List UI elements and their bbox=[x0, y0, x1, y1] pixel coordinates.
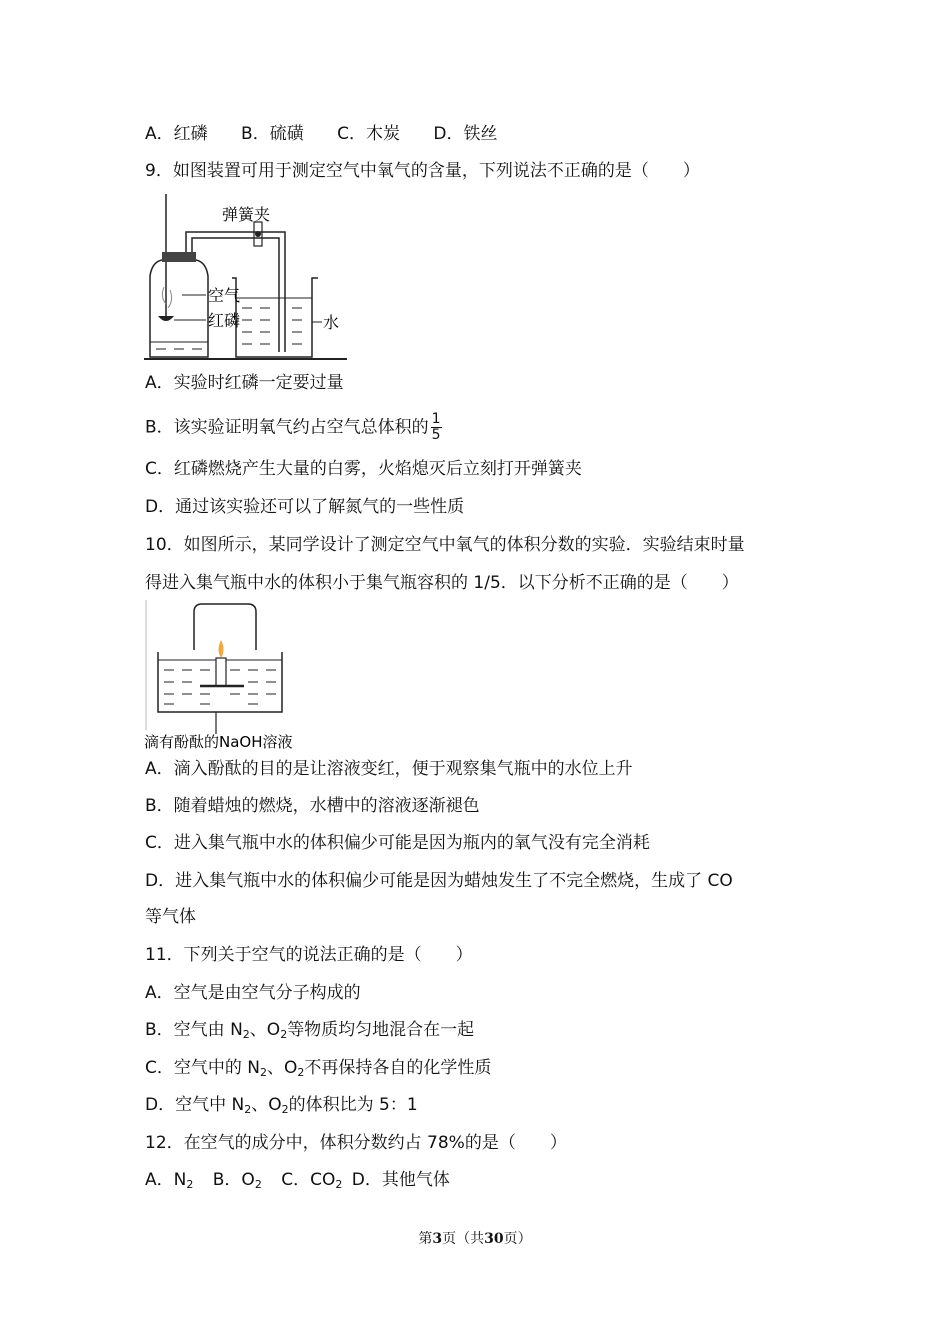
text-segment: 、O bbox=[251, 1095, 282, 1115]
subscript: 2 bbox=[335, 1178, 343, 1191]
q10-option-d-line2: 等气体 bbox=[145, 907, 196, 927]
footer-text: 页（共 bbox=[442, 1231, 485, 1247]
q9-label-air: 空气 bbox=[208, 286, 241, 305]
text-segment: 不再保持各自的化学性质 bbox=[304, 1058, 492, 1078]
text-segment: 的体积比为 5：1 bbox=[288, 1095, 418, 1115]
q12-options bbox=[145, 1169, 450, 1196]
q11-option-a: A．空气是由空气分子构成的 bbox=[145, 983, 361, 1003]
subscript: 2 bbox=[281, 1103, 289, 1116]
fraction-denominator: 5 bbox=[431, 427, 441, 443]
q8-option-a: A．红磷 bbox=[145, 124, 208, 144]
text-segment: C．CO bbox=[281, 1170, 336, 1190]
q10-label-solution: 滴有酚酞的NaOH溶液 bbox=[144, 733, 293, 751]
subscript: 2 bbox=[254, 1178, 262, 1191]
q8-option-d: D．铁丝 bbox=[433, 124, 498, 144]
text-segment: B．空气由 N bbox=[145, 1020, 243, 1040]
subscript: 2 bbox=[280, 1028, 288, 1041]
q8-option-c: C．木炭 bbox=[337, 124, 400, 144]
q10-stem-line2: 得进入集气瓶中水的体积小于集气瓶容积的 1/5．以下分析不正确的是（ ） bbox=[145, 573, 739, 593]
q12-stem: 12．在空气的成分中，体积分数约占 78%的是（ ） bbox=[145, 1133, 567, 1153]
subscript: 2 bbox=[297, 1066, 305, 1079]
subscript: 2 bbox=[244, 1103, 252, 1116]
q11-option-b bbox=[145, 1019, 474, 1046]
footer-text: 第 bbox=[418, 1231, 433, 1247]
q12-option-a bbox=[145, 1170, 193, 1190]
q10-option-d-line1: D．进入集气瓶中水的体积偏少可能是因为蜡烛发生了不完全燃烧，生成了 CO bbox=[145, 871, 733, 891]
page-footer bbox=[0, 1228, 950, 1248]
q9-apparatus-figure bbox=[142, 192, 347, 362]
q8-option-b: B．硫磺 bbox=[241, 124, 304, 144]
q9-option-a: A．实验时红磷一定要过量 bbox=[145, 373, 344, 393]
fraction bbox=[431, 412, 442, 443]
subscript: 2 bbox=[242, 1028, 250, 1041]
q10-option-a: A．滴入酚酞的目的是让溶液变红，便于观察集气瓶中的水位上升 bbox=[145, 759, 633, 779]
footer-total-pages: 30 bbox=[484, 1231, 504, 1247]
q10-apparatus-figure bbox=[144, 600, 309, 752]
subscript: 2 bbox=[260, 1066, 267, 1079]
q9-stem: 9．如图装置可用于测定空气中氧气的含量，下列说法不正确的是（ ） bbox=[145, 161, 700, 181]
q11-option-d bbox=[145, 1094, 418, 1121]
q11-option-c bbox=[145, 1057, 491, 1084]
q10-option-c: C．进入集气瓶中水的体积偏少可能是因为瓶内的氧气没有完全消耗 bbox=[145, 833, 650, 853]
q12-option-d bbox=[352, 1170, 450, 1190]
text-segment: C．空气中的 N bbox=[145, 1058, 260, 1078]
q8-options bbox=[145, 123, 526, 145]
q12-option-c bbox=[281, 1170, 342, 1190]
q12-option-b bbox=[213, 1170, 262, 1190]
q9-label-phosphorus: 红磷 bbox=[208, 311, 241, 330]
text-segment: D．其他气体 bbox=[351, 1170, 450, 1190]
text-segment: D．空气中 N bbox=[145, 1095, 245, 1115]
text-segment: 、O bbox=[267, 1058, 298, 1078]
q9-label-water: 水 bbox=[323, 313, 340, 332]
text-segment: A．N bbox=[145, 1170, 187, 1190]
text-segment: 、O bbox=[249, 1020, 281, 1040]
fraction-numerator: 1 bbox=[431, 411, 441, 427]
subscript: 2 bbox=[186, 1178, 194, 1191]
q10-stem-line1: 10．如图所示，某同学设计了测定空气中氧气的体积分数的实验．实验结束时量 bbox=[145, 535, 745, 555]
q10-option-b: B．随着蜡烛的燃烧，水槽中的溶液逐渐褪色 bbox=[145, 796, 480, 816]
text-segment: B．O bbox=[212, 1170, 255, 1190]
q11-stem: 11．下列关于空气的说法正确的是（ ） bbox=[145, 945, 473, 965]
q9-option-b bbox=[145, 412, 442, 443]
footer-text: 页） bbox=[503, 1231, 532, 1247]
q9-option-b-text: B．该实验证明氧气约占空气总体积的 bbox=[145, 417, 429, 438]
text-segment: 等物质均匀地混合在一起 bbox=[287, 1020, 475, 1040]
q9-option-d: D．通过该实验还可以了解氮气的一些性质 bbox=[145, 497, 465, 517]
footer-page-number: 3 bbox=[432, 1231, 443, 1247]
q9-option-c: C．红磷燃烧产生大量的白雾，火焰熄灭后立刻打开弹簧夹 bbox=[145, 459, 582, 479]
q9-label-clamp: 弹簧夹 bbox=[222, 205, 271, 224]
